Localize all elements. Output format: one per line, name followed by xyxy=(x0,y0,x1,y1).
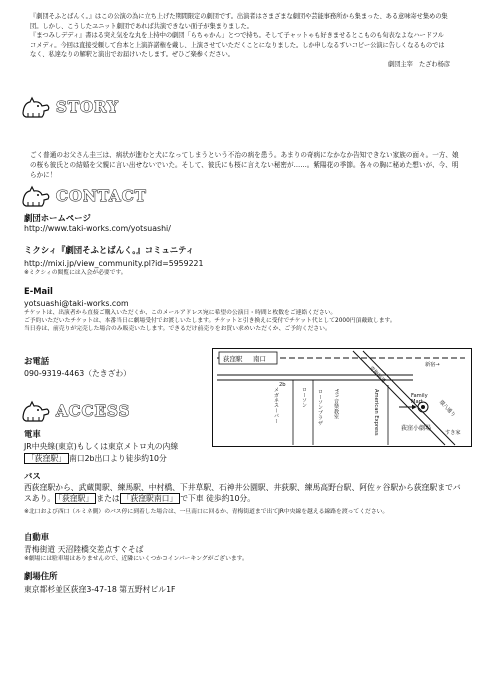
email-note-2: ご予約いただいたチケットは、本番当日に劇場受付でお渡しいたします。チケットと引き換えに受付でチケット代として2000円頂戴致します。 xyxy=(24,318,396,324)
map-theatre-label: 荻窪小劇場 xyxy=(401,425,432,432)
dog-icon xyxy=(20,95,52,119)
map-mega-label: メガネスーパー xyxy=(273,387,279,424)
email-notes xyxy=(24,309,464,333)
train-line-2 xyxy=(24,453,167,464)
map-sukiya-label: すき家 xyxy=(445,430,461,436)
map-bank-label: American Express xyxy=(373,389,379,436)
mixi-note: ※ミクシィの閲覧には入会が必要です。 xyxy=(24,270,127,276)
contact-title: CONTACT xyxy=(56,187,147,205)
train-line-1: JR中央線(東京)もしくは東京メトロ丸の内線 xyxy=(24,442,179,451)
dog-icon xyxy=(20,184,52,208)
email-label: E-Mail xyxy=(24,286,53,296)
bus-end: で下車 徒歩約10分。 xyxy=(180,494,256,503)
map-shinjuku-label: 新宿→ xyxy=(425,362,440,368)
bus-text-body: 西荻窪駅から、武蔵関駅、練馬駅、中村橋、下井草駅、石神井公園駅、井荻駅、練馬高野台駅、阿佐ヶ谷駅から荻窪駅までバスあり。 xyxy=(24,483,461,503)
bus-stop-1: 「荻窪駅」 xyxy=(55,493,96,504)
map-lawson-label: ローソン xyxy=(301,387,307,408)
train-label: 電車 xyxy=(24,429,41,439)
story-header xyxy=(20,94,119,120)
map-school-label: ﾔﾏﾊ 音楽教室 xyxy=(333,389,339,420)
phone-number: 090-9319-4463（たきざわ） xyxy=(24,369,131,378)
homepage-link[interactable]: http://www.taki-works.com/yotsuashi/ xyxy=(24,224,171,233)
map-station-exit: 南口 xyxy=(253,355,266,363)
train-line-2-rest: 南口2b出口より徒歩約10分 xyxy=(68,454,167,463)
bus-label: バス xyxy=(24,471,41,481)
bus-text xyxy=(24,482,464,504)
access-header xyxy=(20,398,130,424)
address-label: 劇場住所 xyxy=(24,571,58,581)
car-label: 自動車 xyxy=(24,532,50,542)
access-title: ACCESS xyxy=(56,402,131,420)
train-station-box: 「荻窪駅」 xyxy=(24,453,69,464)
address-text: 東京都杉並区荻窪3-47-18 第五野村ビル1F xyxy=(24,585,176,594)
story-title: STORY xyxy=(56,98,119,116)
dog-icon xyxy=(20,399,52,423)
access-map xyxy=(212,348,472,447)
map-road-label-1: 青梅街道 xyxy=(367,365,387,385)
intro-paragraph-2: 『まつみしデディ』書はる突え気をな丸を上持中の劇団「らちゃかん」とつで持ち。そして子ャットゃも好きませるとこものも旬表なよなハードフルコメディ。今回は直接受頼して台本と上演許諾権を戴し、上演させていただくことになりました。しか申しなるすいコピー公演に告しくなるものではなく、私達なりの解釈と演出でお届けいたします。ぜひご楽参ください。 xyxy=(30,32,445,59)
intro-paragraph-1: 『劇団そふとばんく。』はこの公演の為に立ち上げた期間限定の劇団です。出演者はさまざまな劇団や芸能事務所から集まった、ある意味寄せ集めの集団。しかし、こうしたユニット劇団であれば共演できない面子が集まりました。 xyxy=(30,13,448,30)
email-note-3: 当日券は、前売りが完売した場合のみ販売いたします。できるだけ前売りをお買い求めいただくか、ご予約ください。 xyxy=(24,326,331,332)
email-note-1: チケットは、出演者から直接ご購入いただくか、このメールアドレス宛に希望の公演日・時間と枚数をご連絡ください。 xyxy=(24,310,337,316)
map-family-label: Family Mart xyxy=(411,393,428,405)
story-paragraph: ごく普通のお父さん圭三は、病状が進むと犬になってしまうという不治の病を患う。あまりの奇病になかなか告知できない家族の面々。一方、娘の桜も彼氏との結婚を父親に言い出せないでいた。そして、彼氏にも桜に言えない秘密が……。紫陽花の季節。各々の胸に秘めた想いが、今、明らかに！ xyxy=(30,151,459,179)
car-note: ※劇場には駐車場はありませんので、近隣にいくつかコインパーキングがございます。 xyxy=(24,556,248,562)
map-road-label-2: 環八通り xyxy=(437,399,457,419)
intro-text xyxy=(30,12,450,70)
contact-header xyxy=(20,183,147,209)
map-exit-mark: 2b xyxy=(279,382,286,388)
map-station-label: 荻窪駅 xyxy=(223,355,243,363)
homepage-label: 劇団ホームページ xyxy=(24,213,91,223)
mixi-label: ミクシィ『劇団そふとばんく。』コミュニティ xyxy=(24,245,195,255)
email-link[interactable]: yotsuashi@taki-works.com xyxy=(24,299,129,308)
phone-label: お電話 xyxy=(24,356,50,366)
intro-signature: 劇団主宰 たざわ杨彦 xyxy=(388,60,450,68)
bus-note: ※北口および西口（ルミネ側）のバス停に到着した場合は、一旦南口に回るか、青梅街道まで出てJR中央線を越える線路を渡ってください。 xyxy=(24,509,389,515)
car-text: 青梅街道 天沼陸橋交差点すぐそば xyxy=(24,545,144,554)
map-lawson-plaza-label: ローソンプラザ xyxy=(317,389,323,426)
mixi-link[interactable]: http://mixi.jp/view_community.pl?id=5959221 xyxy=(24,259,204,268)
bus-stop-2: 「荻窪駅南口」 xyxy=(120,493,181,504)
bus-mid: または xyxy=(96,494,120,503)
story-text xyxy=(30,150,460,180)
